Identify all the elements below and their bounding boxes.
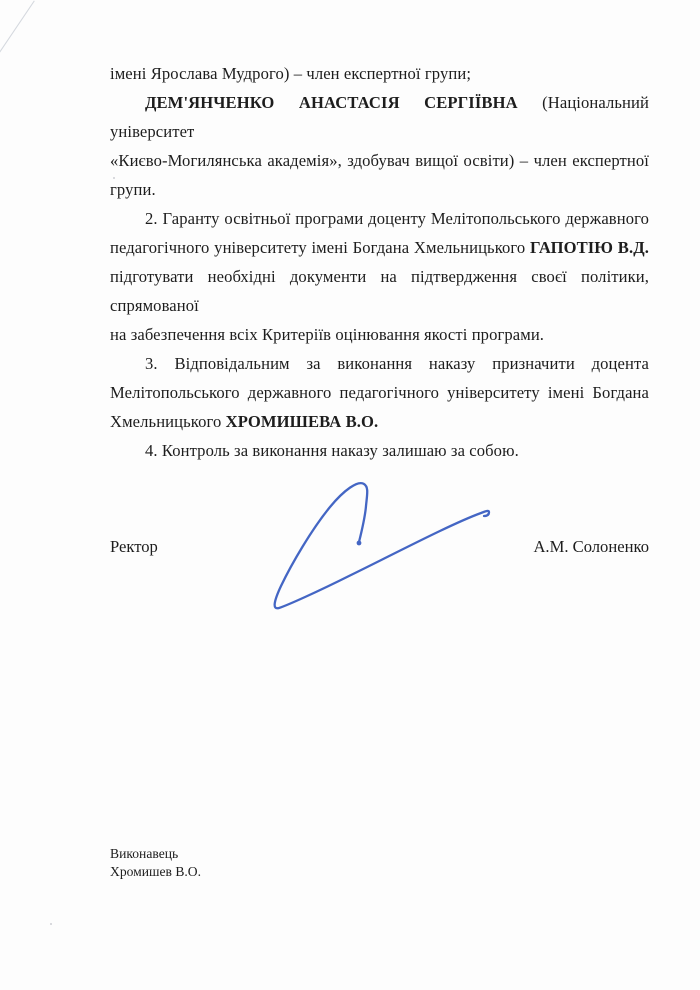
document-line	[110, 378, 649, 407]
scan-artifact-line	[0, 1, 35, 53]
position-label: Ректор	[110, 537, 158, 556]
line-text: групи.	[110, 180, 156, 199]
line-text: підготувати необхідні документи на підтвердження своєї політики, спрямованої	[110, 267, 649, 315]
document-line	[110, 233, 649, 262]
document-line	[110, 349, 649, 378]
document-line	[110, 262, 649, 320]
executor-name: Хромишев В.О.	[110, 864, 202, 879]
person-name-bold: ДЕМ'ЯНЧЕНКО АНАСТАСІЯ СЕРГІЇВНА	[145, 93, 518, 112]
document-line	[110, 59, 649, 88]
line-text: імені Ярослава Мудрого) – член експертної групи;	[110, 64, 472, 83]
document-line	[110, 407, 649, 436]
executor-label: Виконавець	[110, 846, 179, 861]
scan-speck	[50, 923, 52, 925]
line-text: Хмельницького	[110, 412, 226, 431]
document-line	[110, 204, 649, 233]
document-line	[110, 320, 649, 349]
document-line	[110, 88, 649, 146]
person-name-bold: ХРОМИШЕВА В.О.	[225, 412, 379, 431]
line-text: Мелітопольського державного педагогічного університету імені Богдана	[110, 383, 649, 402]
document-body	[110, 59, 649, 465]
document-line	[110, 146, 649, 175]
line-text: педагогічного університету імені Богдана Хмельницького	[110, 238, 531, 257]
line-text: (Національний університет	[110, 93, 649, 141]
signer-name: А.М. Солоненко	[533, 537, 649, 556]
person-name-bold: ГАПОТІЮ В.Д.	[530, 238, 649, 257]
document-line	[110, 436, 649, 465]
line-text: 3. Відповідальним за виконання наказу призначити доцента	[145, 354, 649, 373]
signature-row	[110, 532, 649, 561]
line-text: на забезпечення всіх Критеріїв оцінювання якості програми.	[110, 325, 545, 344]
line-text: 4. Контроль за виконання наказу залишаю за собою.	[145, 441, 519, 460]
executor-block	[110, 845, 201, 881]
document-line	[110, 175, 649, 204]
line-text: 2. Гаранту освітньої програми доценту Мелітопольського державного	[145, 209, 649, 228]
line-text: «Києво-Могилянська академія», здобувач вищої освіти) – член експертної	[110, 151, 649, 170]
